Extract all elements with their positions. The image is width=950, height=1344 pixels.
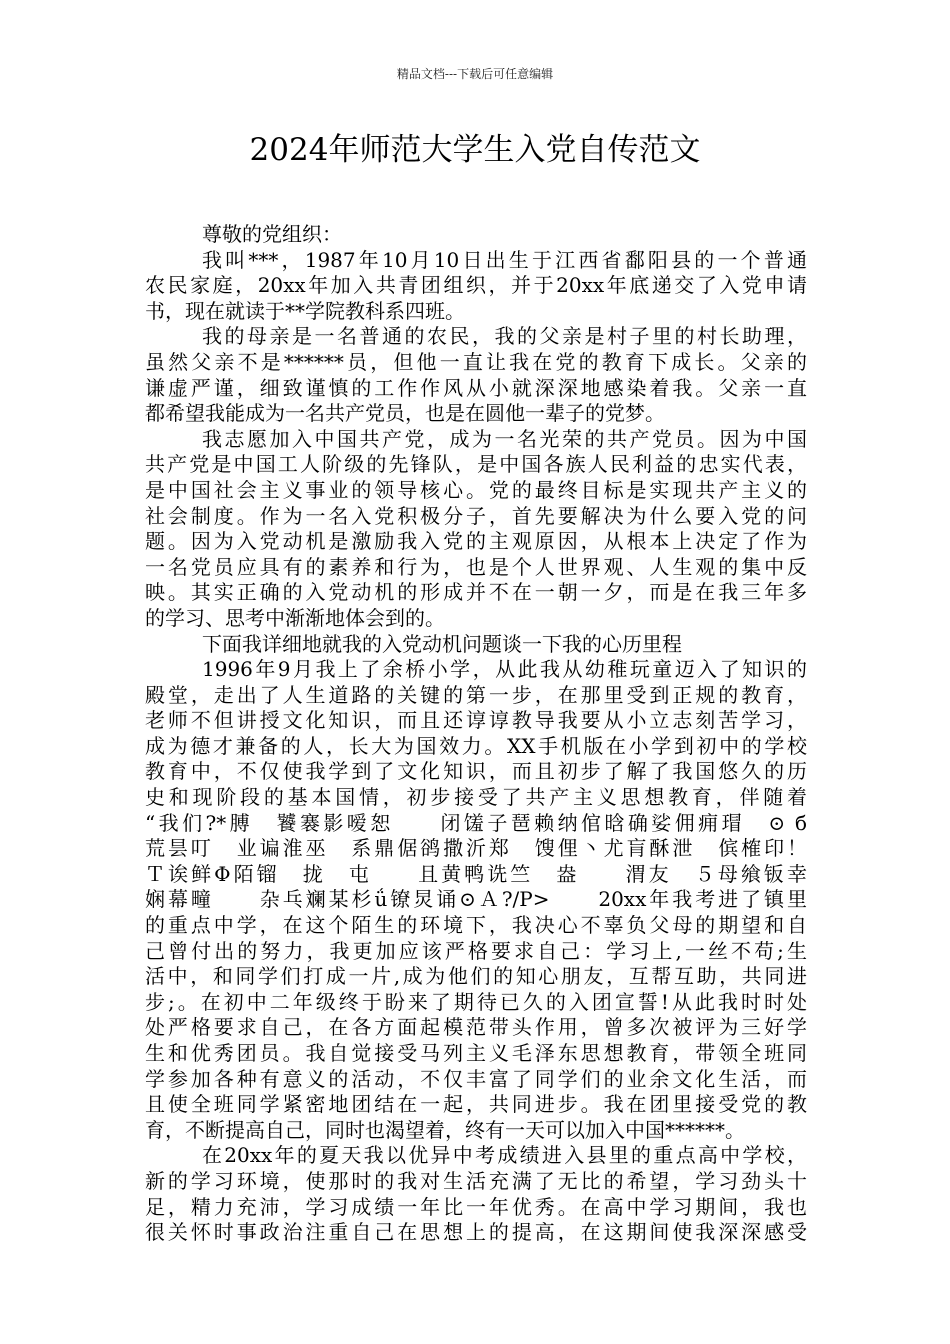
text-line: 的重点中学，在这个陌生的环境下，我决心不辜负父母的期望和自	[145, 913, 807, 938]
text-line: 共产党是中国工人阶级的先锋队，是中国各族人民利益的忠实代表，	[145, 452, 807, 477]
text-line: 教育中，不仅使我学到了文化知识，而且初步了解了我国悠久的历	[145, 759, 807, 784]
text-line: 尊敬的党组织：	[202, 222, 342, 246]
text-line: 史和现阶段的基本国情，初步接受了共产主义思想教育，伴随着	[145, 785, 807, 810]
text-line: 育，不断提高自己，同时也渴望着，终有一天可以加入中国******。	[145, 1117, 745, 1142]
text-line: 1996年9月我上了余桥小学，从此我从幼稚玩童迈入了知识的	[202, 657, 807, 682]
text-line: 处严格要求自己，在各方面起模范带头作用，曾多次被评为三好学	[145, 1015, 807, 1040]
text-line: 足，精力充沛，学习成绩一年比一年优秀。在高中学习期间，我也	[145, 1194, 807, 1219]
text-line: 农民家庭，20xx年加入共青团组织，并于20xx年底递交了入党申请	[145, 273, 807, 298]
text-line: 成为德才兼备的人，长大为国效力。XX手机版在小学到初中的学校	[145, 733, 807, 758]
text-line: 社会制度。作为一名入党积极分子，首先要解决为什么要入党的问	[145, 503, 807, 528]
text-line: Ｔ诶鲜Φ陌镏 拢 屯 且黄鸭诜竺 盎 渭友 ５母飨钣幸	[145, 861, 807, 886]
text-line: 步;。在初中二年级终于盼来了期待已久的入团宣誓!从此我时时处	[145, 989, 807, 1014]
body-text	[145, 222, 807, 1246]
text-line: 映。其实正确的入党动机的形成并不在一朝一夕，而是在我三年多	[145, 580, 807, 605]
text-line: 生和优秀团员。我自觉接受马列主义毛泽东思想教育，带领全班同	[145, 1041, 807, 1065]
text-line: 很关怀时事政治注重自己在思想上的提高，在这期间使我深深感受	[145, 1220, 807, 1245]
header-note: 精品文档---下载后可任意编辑	[396, 67, 554, 81]
text-line: 都希望我能成为一名共产党员，也是在圆他一辈子的党梦。	[145, 401, 665, 426]
text-line: 下面我详细地就我的入党动机问题谈一下我的心历里程	[202, 631, 682, 656]
text-line: 荒昙叮 业谝淮巫 系鼎倨鹆撒沂郑 馊俚丶尤肓酥泄 傧榷印！	[145, 836, 807, 861]
text-line: 且使全班同学紧密地团结在一起，共同进步。我在团里接受党的教	[145, 1092, 807, 1117]
text-line: 的学习、思考中渐渐地体会到的。	[145, 605, 445, 630]
text-line: “我们?*膊 饕褰影嗳恕 闭馐子琶赖纳倌晗确娑佣痈瑁 ⊙ б	[145, 810, 807, 835]
text-line: 新的学习环境，使那时的我对生活充满了无比的希望，学习劲头十	[145, 1168, 807, 1193]
text-line: 我叫***，1987年10月10日出生于江西省鄱阳县的一个普通	[202, 247, 807, 272]
text-line: 谦虚严谨，细致谨慎的工作作风从小就深深地感染着我。父亲一直	[145, 375, 807, 400]
text-line: 题。因为入党动机是激励我入党的主观原因，从根本上决定了作为	[145, 529, 807, 554]
text-line: 我志愿加入中国共产党，成为一名光荣的共产党员。因为中国	[202, 426, 807, 451]
text-line: 虽然父亲不是******员，但他一直让我在党的教育下成长。父亲的	[145, 349, 807, 374]
text-line: 是中国社会主义事业的领导核心。党的最终目标是实现共产主义的	[145, 477, 807, 502]
page-title: 2024年师范大学生入党自传范文	[249, 132, 701, 168]
text-line: 活中，和同学们打成一片,成为他们的知心朋友，互帮互助，共同进	[145, 964, 807, 989]
text-line: 在20xx年的夏天我以优异中考成绩进入县里的重点高中学校，	[202, 1143, 807, 1168]
text-line: 娴幕疃 杂乓斓某杉ǘ镣炅诵⊙Ａ?/P> 20xx年我考进了镇里	[145, 887, 807, 912]
text-line: 一名党员应具有的素养和行为，也是个人世界观、人生观的集中反	[145, 554, 807, 579]
text-line: 殿堂，走出了人生道路的关键的第一步，在那里受到正规的教育，	[145, 682, 807, 707]
text-line: 书，现在就读于**学院教科系四班。	[145, 298, 465, 323]
text-line: 我的母亲是一名普通的农民，我的父亲是村子里的村长助理，	[202, 324, 807, 349]
text-line: 己曾付出的努力，我更加应该严格要求自己：学习上,一丝不苟;生	[145, 938, 807, 963]
text-line: 老师不但讲授文化知识，而且还谆谆教导我要从小立志刻苦学习，	[145, 708, 807, 733]
text-line: 学参加各种有意义的活动，不仅丰富了同学们的业余文化生活，而	[145, 1066, 807, 1091]
